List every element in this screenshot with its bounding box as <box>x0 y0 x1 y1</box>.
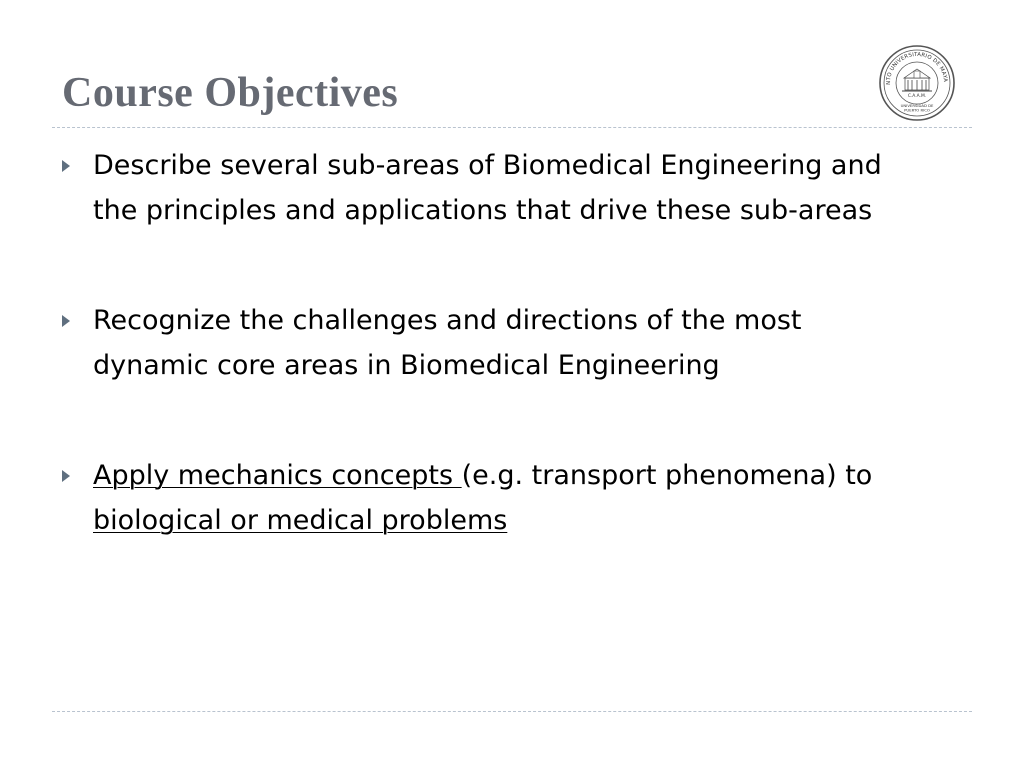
objective-item <box>60 453 970 543</box>
objective-3-underlined-start: Apply mechanics concepts <box>93 460 462 491</box>
seal-bottom-line1: UNIVERSIDAD DE <box>900 103 934 108</box>
objective-item <box>60 143 970 233</box>
objective-1-line2: the principles and applications that drive these sub-areas <box>93 195 873 226</box>
objectives-list <box>60 143 970 543</box>
seal-bottom-line2: PUERTO RICO <box>904 107 930 113</box>
seal-top-text: NTO UNIVERSITARIO DE MAYA <box>885 51 949 85</box>
bullet-triangle-icon <box>62 160 70 172</box>
objective-1-line1: Describe several sub-areas of Biomedical Engineering and <box>93 150 882 181</box>
university-seal-icon <box>878 44 956 122</box>
objective-item <box>60 298 970 388</box>
objective-3-underlined-end: biological or medical problems <box>93 505 508 536</box>
title-divider <box>52 127 972 128</box>
objective-2-line2: dynamic core areas in Biomedical Engineering <box>93 350 720 381</box>
slide-title: Course Objectives <box>62 70 399 116</box>
footer-divider <box>52 711 972 712</box>
bullet-triangle-icon <box>62 470 70 482</box>
objective-2-line1: Recognize the challenges and directions of the most <box>93 305 802 336</box>
bullet-triangle-icon <box>62 315 70 327</box>
seal-center-text: C.A.A.M. <box>907 94 927 99</box>
objective-3-middle: (e.g. transport phenomena) to <box>461 460 873 491</box>
